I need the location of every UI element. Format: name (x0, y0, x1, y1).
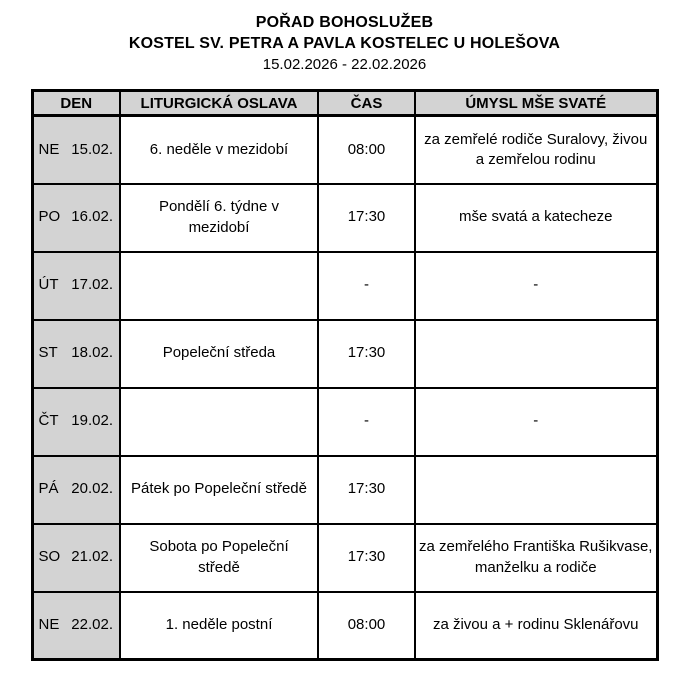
day-cell (32, 184, 120, 252)
celebration-cell: Sobota po Popeleční středě (120, 524, 318, 592)
day-cell (32, 320, 120, 388)
time-cell: - (318, 388, 415, 456)
day-cell (32, 388, 120, 456)
celebration-cell: 1. neděle postní (120, 592, 318, 660)
day-abbreviation: ÚT (38, 276, 59, 294)
day-date: 15.02. (71, 140, 113, 158)
column-header-liturgicka-oslava: LITURGICKÁ OSLAVA (120, 91, 318, 116)
intention-cell (415, 320, 657, 388)
intention-cell: za živou a + rodinu Sklenářovu (415, 592, 657, 660)
day-date: 16.02. (71, 208, 113, 226)
celebration-cell: Popeleční středa (120, 320, 318, 388)
intention-cell (415, 456, 657, 524)
column-header-den: DEN (32, 91, 120, 116)
time-cell: 17:30 (318, 320, 415, 388)
intention-cell: za zemřelého Františka Rušikvase, manželku a rodiče (415, 524, 657, 592)
day-abbreviation: ST (38, 344, 58, 362)
day-cell (32, 592, 120, 660)
intention-cell: - (415, 388, 657, 456)
time-cell: 17:30 (318, 184, 415, 252)
time-cell: - (318, 252, 415, 320)
bulletin-header (0, 12, 689, 75)
schedule-table-body (32, 116, 657, 660)
day-abbreviation: ČT (38, 412, 59, 430)
schedule-row (32, 116, 657, 184)
day-date: 19.02. (71, 412, 113, 430)
schedule-row (32, 252, 657, 320)
time-cell: 17:30 (318, 456, 415, 524)
day-date: 22.02. (71, 616, 113, 634)
day-cell (32, 116, 120, 184)
intention-cell: - (415, 252, 657, 320)
time-cell: 08:00 (318, 116, 415, 184)
celebration-cell (120, 252, 318, 320)
church-name: KOSTEL SV. PETRA A PAVLA KOSTELEC U HOLEŠOVA (128, 35, 561, 52)
day-abbreviation: PÁ (38, 480, 59, 498)
schedule-row (32, 456, 657, 524)
time-cell: 17:30 (318, 524, 415, 592)
celebration-cell: Pátek po Popeleční středě (120, 456, 318, 524)
day-abbreviation: NE (38, 140, 60, 158)
date-range: 15.02.2026 - 22.02.2026 (262, 56, 427, 73)
column-header-cas: ČAS (318, 91, 415, 116)
celebration-cell: Pondělí 6. týdne v mezidobí (120, 184, 318, 252)
celebration-cell (120, 388, 318, 456)
table-header-row (32, 91, 657, 116)
schedule-row (32, 592, 657, 660)
schedule-table (31, 89, 659, 661)
schedule-row (32, 388, 657, 456)
time-cell: 08:00 (318, 592, 415, 660)
bulletin-title: POŘAD BOHOSLUŽEB (255, 14, 434, 31)
day-date: 20.02. (71, 480, 113, 498)
day-abbreviation: SO (38, 548, 61, 566)
schedule-row (32, 320, 657, 388)
day-cell (32, 456, 120, 524)
intention-cell: za zemřelé rodiče Suralovy, živou a zemřelou rodinu (415, 116, 657, 184)
day-abbreviation: NE (38, 616, 60, 634)
intention-cell: mše svatá a katecheze (415, 184, 657, 252)
schedule-row (32, 524, 657, 592)
day-cell (32, 524, 120, 592)
schedule-row (32, 184, 657, 252)
day-date: 21.02. (71, 548, 113, 566)
day-date: 17.02. (71, 276, 113, 294)
celebration-cell: 6. neděle v mezidobí (120, 116, 318, 184)
day-date: 18.02. (71, 344, 113, 362)
day-cell (32, 252, 120, 320)
day-abbreviation: PO (38, 208, 61, 226)
column-header-umysl-mse-svate: ÚMYSL MŠE SVATÉ (415, 91, 657, 116)
